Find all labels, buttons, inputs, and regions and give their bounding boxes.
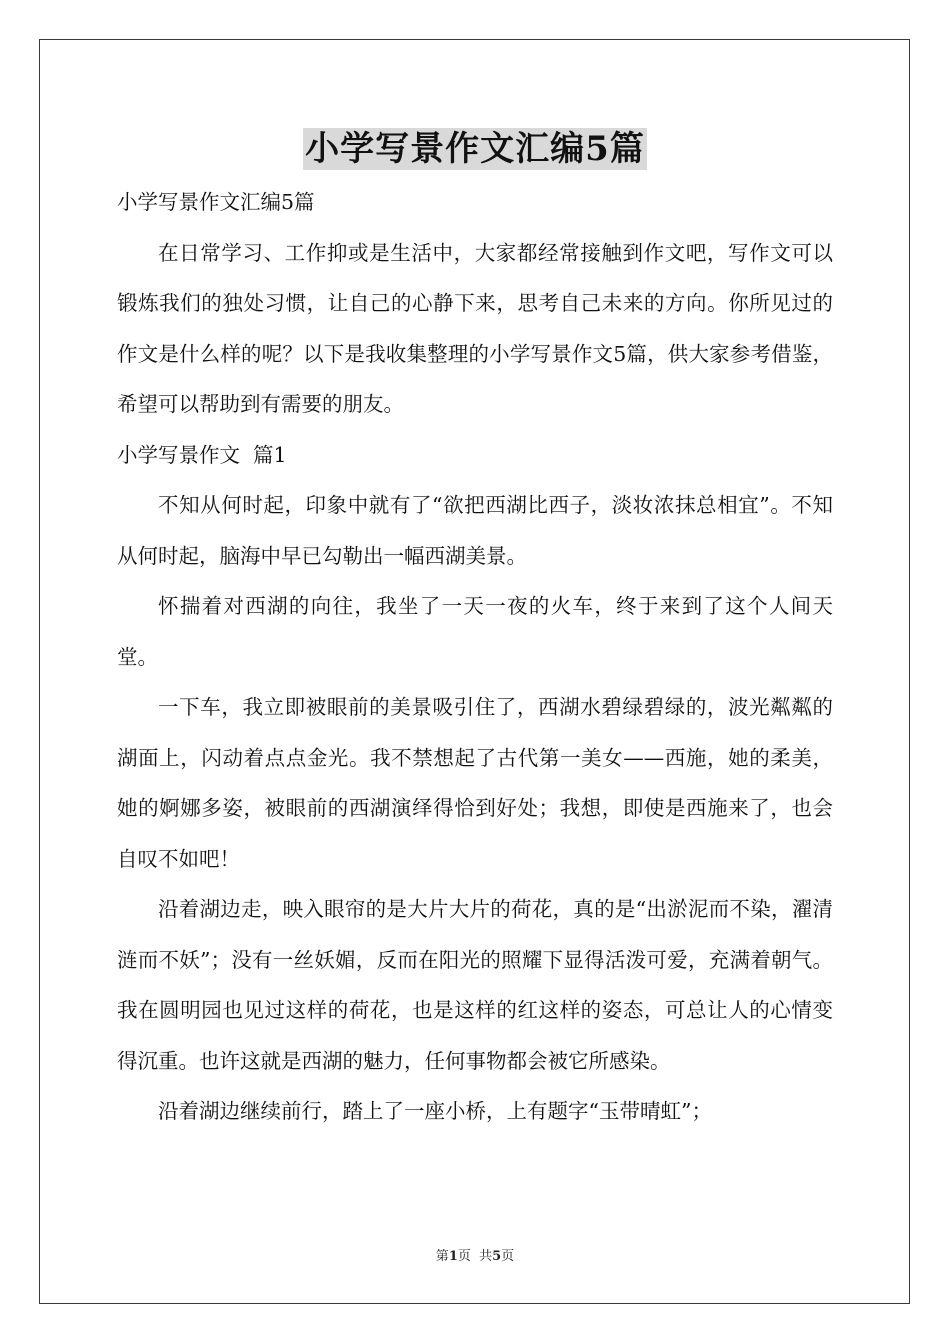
body-paragraph: 沿着湖边走，映入眼帘的是大片大片的荷花，真的是“出淤泥而不染，濯清涟而不妖”；没有一丝妖媚，反而在阳光的照耀下显得活泼可爱，充满着朝气。我在圆明园也见过这样的荷花，也是这样的红这样的姿态，可总让人的心情变得沉重。也许这就是西湖的魅力，任何事物都会被它所感染。: [117, 897, 833, 1073]
body-paragraph: 怀揣着对西湖的向往，我坐了一天一夜的火车，终于来到了这个人间天堂。: [117, 594, 833, 669]
footer-page-suffix: 页: [501, 1249, 515, 1264]
footer-page-total: 5: [492, 1249, 502, 1264]
subtitle-line: 小学写景作文汇编5篇: [117, 190, 315, 214]
body-paragraph: 沿着湖边继续前行，踏上了一座小桥，上有题字“玉带晴虹”；: [158, 1099, 712, 1123]
page-footer: [0, 1248, 950, 1266]
intro-paragraph: 在日常学习、工作抑或是生活中，大家都经常接触到作文吧，写作文可以锻炼我们的独处习惯，让自己的心静下来，思考自己未来的方向。你所见过的作文是什么样的呢？以下是我收集整理的小学写景作文5篇，供大家参考借鉴，希望可以帮助到有需要的朋友。: [117, 240, 833, 416]
footer-page-current: 1: [448, 1249, 458, 1264]
body-paragraph: 一下车，我立即被眼前的美景吸引住了，西湖水碧绿碧绿的，波光粼粼的湖面上，闪动着点点金光。我不禁想起了古代第一美女——西施，她的柔美，她的婀娜多姿，被眼前的西湖演绎得恰到好处；我想，即使是西施来了，也会自叹不如吧！: [117, 695, 833, 871]
section-heading: 小学写景作文 篇1: [117, 442, 287, 467]
footer-page-prefix: 第: [435, 1249, 449, 1264]
footer-page-mid: 页 共: [457, 1249, 493, 1264]
title-container: [0, 128, 950, 170]
body-paragraph: 不知从何时起，印象中就有了“欲把西湖比西子，淡妆浓抹总相宜”。不知从何时起，脑海中早已勾勒出一幅西湖美景。: [117, 493, 833, 568]
document-body: [117, 177, 833, 1137]
document-title: 小学写景作文汇编5篇: [305, 129, 645, 169]
